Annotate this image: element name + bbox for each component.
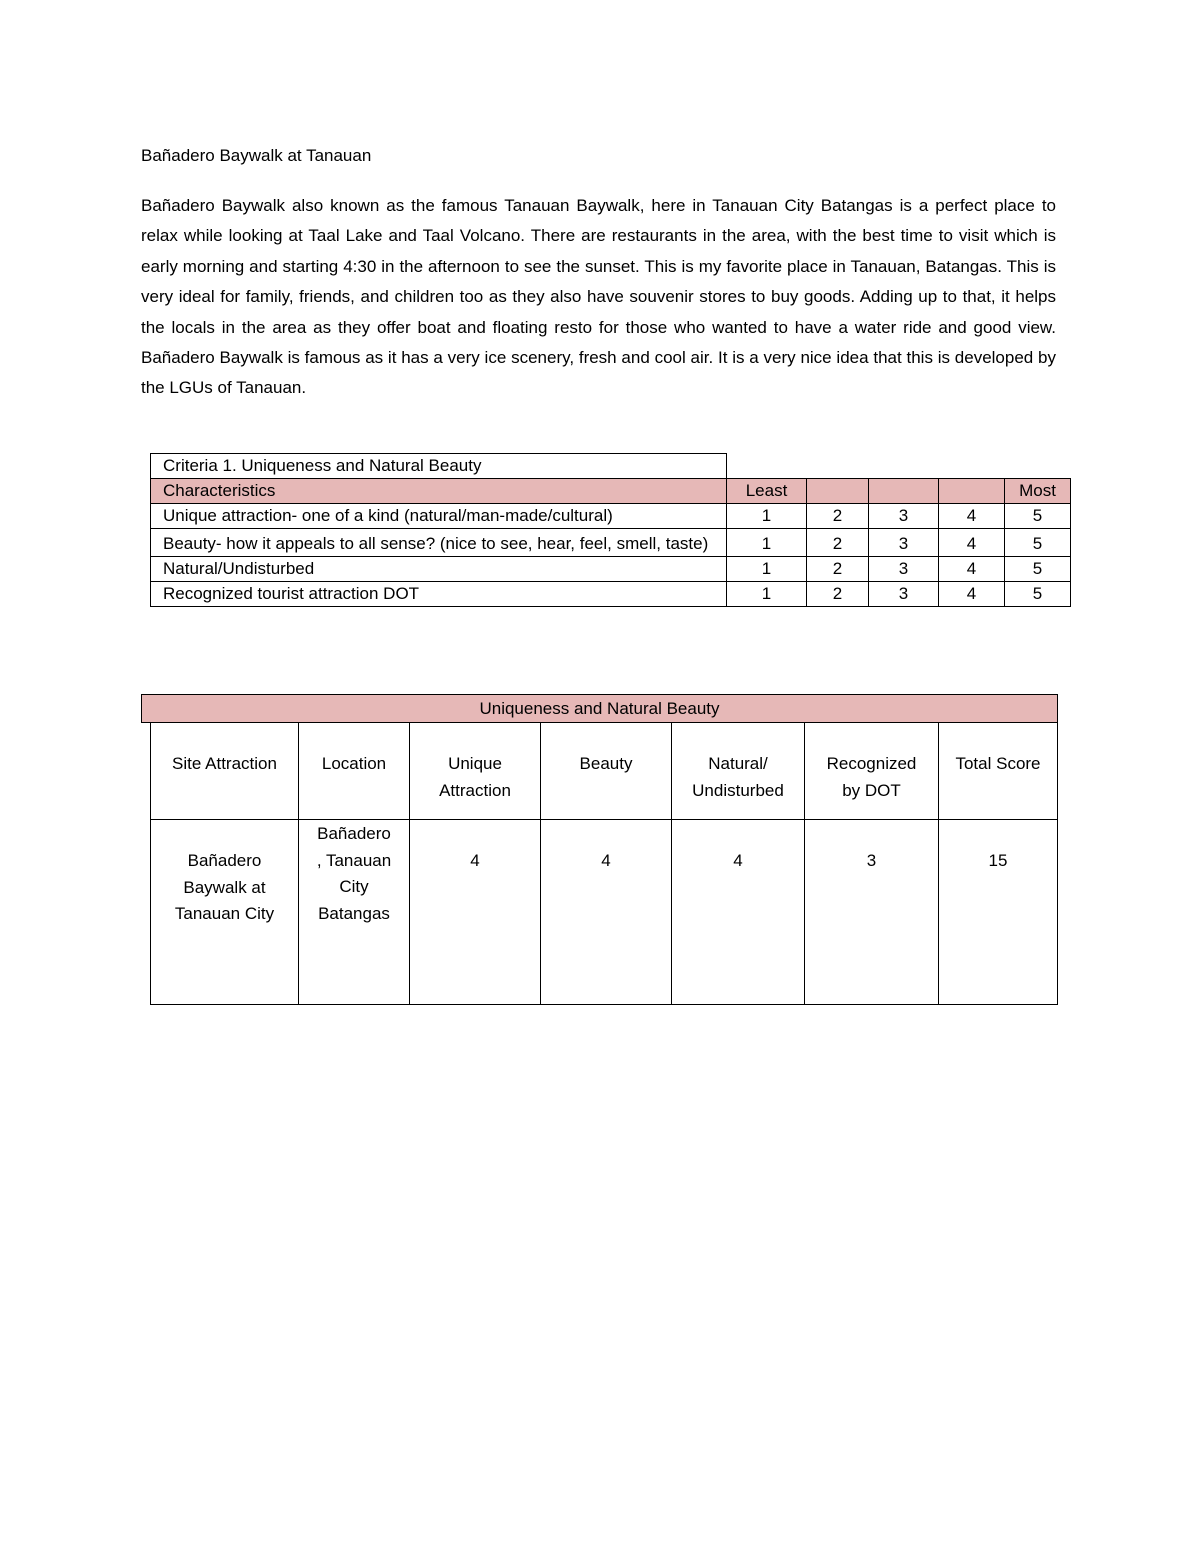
location-cell: Bañadero , Tanauan City Batangas [299,820,410,1005]
unique-attraction-header: Unique Attraction [410,723,541,820]
document-title: Bañadero Baywalk at Tanauan [141,146,372,165]
score-row [151,820,1058,1005]
criteria-row [151,557,1071,582]
score-cell: 1 [727,504,807,529]
criteria-label: Beauty- how it appeals to all sense? (nice to see, hear, feel, smell, taste) [151,529,727,557]
natural-undisturbed-score: 4 [672,820,805,1005]
score-cell: 3 [869,557,939,582]
criteria-label: Unique attraction- one of a kind (natural/man-made/cultural) [151,504,727,529]
recognized-by-dot-header: Recognized by DOT [805,723,939,820]
score-cell: 4 [939,582,1005,607]
total-score-header: Total Score [939,723,1058,820]
site-attraction-header: Site Attraction [151,723,299,820]
score-cell: 1 [727,529,807,557]
natural-undisturbed-header: Natural/ Undisturbed [672,723,805,820]
criteria-label: Recognized tourist attraction DOT [151,582,727,607]
criteria-title-row [151,454,1071,479]
score-cell: 5 [1005,529,1071,557]
score-cell: 2 [807,582,869,607]
most-header: Most [1005,479,1071,504]
criteria-row [151,504,1071,529]
score-header-row [151,723,1058,820]
score-table-title: Uniqueness and Natural Beauty [141,694,1058,723]
recognized-by-dot-score: 3 [805,820,939,1005]
score-cell: 4 [939,557,1005,582]
least-header: Least [727,479,807,504]
criteria-table [150,453,1071,607]
score-cell: 3 [869,504,939,529]
score-cell: 5 [1005,557,1071,582]
score-cell: 4 [939,529,1005,557]
score-table [150,722,1058,1005]
score-cell: 2 [807,504,869,529]
criteria-label: Natural/Undisturbed [151,557,727,582]
score-cell: 5 [1005,504,1071,529]
criteria-row [151,582,1071,607]
description-paragraph: Bañadero Baywalk also known as the famous Tanauan Baywalk, here in Tanauan City Batangas is a perfect place to relax while looking at Taal Lake and Taal Volcano. There are restaurants in the area, with the best time to visit which is early morning and starting 4:30 in the afternoon to see the sunset. This is my favorite place in Tanauan, Batangas. This is very ideal for family, friends, and children too as they also have souvenir stores to buy goods. Adding up to that, it helps the locals in the area as they offer boat and floating resto for those who wanted to have a water ride and good view. Bañadero Baywalk is famous as it has a very ice scenery, fresh and cool air. It is a very nice idea that this is developed by the LGUs of Tanauan. [141,196,1056,398]
location-header: Location [299,723,410,820]
score-cell: 3 [869,529,939,557]
criteria-header-row [151,479,1071,504]
score-cell: 5 [1005,582,1071,607]
score-cell: 2 [807,529,869,557]
site-attraction-cell: Bañadero Baywalk at Tanauan City [151,820,299,1005]
score-cell: 2 [807,557,869,582]
unique-attraction-score: 4 [410,820,541,1005]
criteria-row [151,529,1071,557]
characteristics-header: Characteristics [151,479,727,504]
score-cell: 4 [939,504,1005,529]
beauty-score: 4 [541,820,672,1005]
score-cell: 1 [727,557,807,582]
criteria-title: Criteria 1. Uniqueness and Natural Beauty [151,454,727,479]
total-score: 15 [939,820,1058,1005]
beauty-header: Beauty [541,723,672,820]
score-cell: 1 [727,582,807,607]
score-cell: 3 [869,582,939,607]
